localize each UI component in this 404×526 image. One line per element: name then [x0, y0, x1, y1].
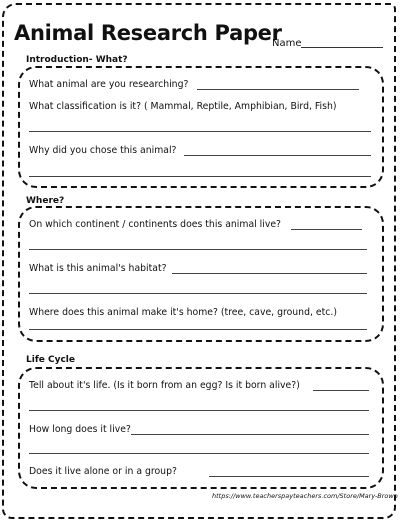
- page-title: Animal Research Paper: [14, 21, 282, 45]
- question-why: Why did you chose this animal?: [29, 145, 177, 156]
- question-group: Does it live alone or in a group?: [29, 466, 177, 477]
- footer-url: https://www.teacherspayteachers.com/Store/Mary-Brown: [212, 492, 398, 500]
- answer-line: [313, 390, 369, 391]
- answer-line: [29, 249, 367, 250]
- answer-line: [197, 89, 359, 90]
- name-line: [301, 47, 383, 48]
- answer-line: [29, 453, 369, 454]
- section-heading-where: Where?: [26, 196, 65, 206]
- answer-line: [184, 155, 371, 156]
- section-heading-introduction: Introduction- What?: [26, 55, 128, 65]
- name-label: Name: [272, 38, 302, 49]
- question-continent: On which continent / continents does this animal live?: [29, 219, 281, 230]
- answer-line: [29, 293, 367, 294]
- answer-line: [29, 131, 371, 132]
- question-classification: What classification is it? ( Mammal, Reptile, Amphibian, Bird, Fish): [29, 101, 337, 112]
- answer-line: [29, 176, 371, 177]
- answer-line: [29, 410, 369, 411]
- section-heading-life-cycle: Life Cycle: [26, 355, 75, 365]
- question-lifespan: How long does it live?: [29, 424, 131, 435]
- answer-line: [172, 273, 367, 274]
- answer-line: [209, 476, 369, 477]
- question-animal: What animal are you researching?: [29, 79, 189, 90]
- answer-line: [29, 329, 367, 330]
- question-life: Tell about it's life. (Is it born from an egg? Is it born alive?): [29, 380, 300, 391]
- answer-line: [291, 229, 362, 230]
- question-habitat: What is this animal's habitat?: [29, 263, 167, 274]
- question-home: Where does this animal make it's home? (tree, cave, ground, etc.): [29, 307, 337, 318]
- answer-line: [131, 434, 369, 435]
